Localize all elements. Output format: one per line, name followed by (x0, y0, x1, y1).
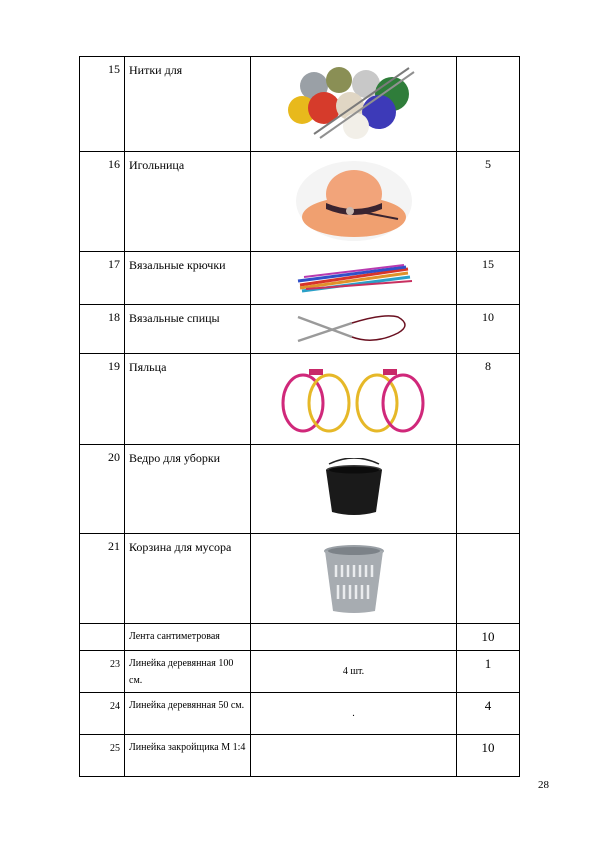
item-image (251, 305, 457, 354)
row-number: 23 (80, 651, 125, 693)
item-image (251, 445, 457, 534)
item-quantity (457, 57, 520, 152)
row-number: 17 (80, 252, 125, 305)
item-name: Корзина для мусора (125, 534, 251, 624)
row-number: 15 (80, 57, 125, 152)
row-number: 19 (80, 354, 125, 445)
item-name: Игольница (125, 152, 251, 252)
table-row (80, 252, 520, 305)
row-number: 16 (80, 152, 125, 252)
item-name: Линейка закройщика М 1:4 (125, 735, 251, 777)
page-number: 28 (538, 779, 549, 791)
table-row (80, 693, 520, 735)
item-quantity (457, 534, 520, 624)
item-note: 4 шт. (251, 651, 457, 693)
item-image (251, 252, 457, 305)
row-number: 20 (80, 445, 125, 534)
pincushion-hat-icon (294, 159, 414, 244)
item-note (251, 735, 457, 777)
item-name: Вязальные крючки (125, 252, 251, 305)
item-image (251, 534, 457, 624)
item-name: Линейка деревянная 100 см. (125, 651, 251, 693)
row-number: 25 (80, 735, 125, 777)
item-quantity: 1 (457, 651, 520, 693)
table-row (80, 305, 520, 354)
item-name: Нитки для (125, 57, 251, 152)
item-quantity: 10 (457, 305, 520, 354)
embroidery-hoops-icon (279, 363, 429, 435)
trash-basket-icon (322, 543, 386, 615)
table-row (80, 651, 520, 693)
table-row (80, 57, 520, 152)
item-name: Вязальные спицы (125, 305, 251, 354)
item-name: Лента сантиметровая (125, 624, 251, 651)
table-row (80, 624, 520, 651)
table-row (80, 354, 520, 445)
item-note: . (251, 693, 457, 735)
row-number: 18 (80, 305, 125, 354)
item-quantity: 8 (457, 354, 520, 445)
table-row (80, 534, 520, 624)
crochet-hooks-icon (294, 263, 414, 293)
item-image (251, 152, 457, 252)
table-row (80, 152, 520, 252)
item-image (251, 354, 457, 445)
item-image (251, 57, 457, 152)
bucket-icon (319, 458, 389, 520)
table-row (80, 735, 520, 777)
item-quantity (457, 445, 520, 534)
item-quantity: 15 (457, 252, 520, 305)
item-quantity: 4 (457, 693, 520, 735)
table-row (80, 445, 520, 534)
item-quantity: 10 (457, 624, 520, 651)
item-name: Пяльца (125, 354, 251, 445)
item-quantity: 5 (457, 152, 520, 252)
item-name: Ведро для уборки (125, 445, 251, 534)
inventory-table (79, 56, 520, 777)
yarn-balls-icon (284, 64, 424, 144)
item-note (251, 624, 457, 651)
row-number: 24 (80, 693, 125, 735)
item-name: Линейка деревянная 50 см. (125, 693, 251, 735)
row-number: 21 (80, 534, 125, 624)
item-quantity: 10 (457, 735, 520, 777)
circular-needles-icon (294, 311, 414, 347)
row-number (80, 624, 125, 651)
